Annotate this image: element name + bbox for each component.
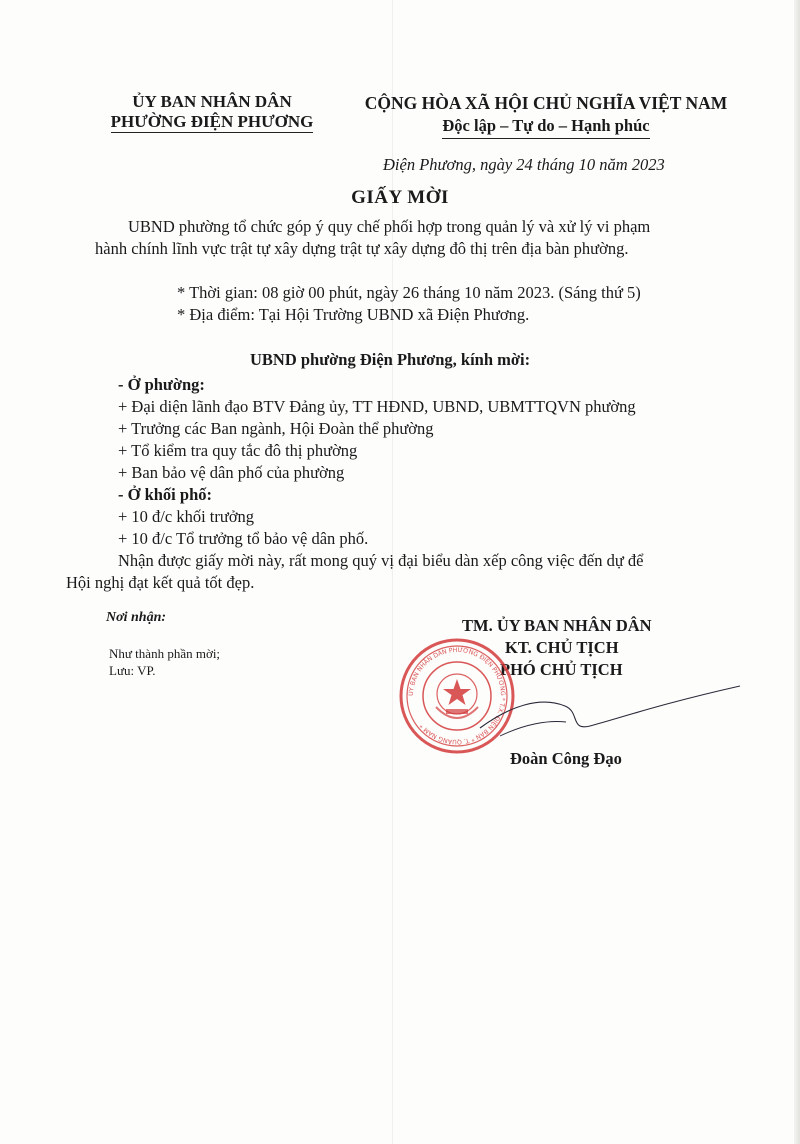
intro-line-2: hành chính lĩnh vực trật tự xây dựng trật tự xây dựng đô thị trên địa bàn phường. (95, 239, 629, 258)
invite-heading: UBND phường Điện Phương, kính mời: (250, 350, 531, 369)
signature-line-3: PHÓ CHỦ TỊCH (500, 660, 623, 679)
meeting-place: * Địa điểm: Tại Hội Trường UBND xã Điện Phương. (177, 305, 530, 324)
org-line-2 (96, 112, 328, 133)
meeting-time: * Thời gian: 08 giờ 00 phút, ngày 26 tháng 10 năm 2023. (Sáng thứ 5) (177, 283, 641, 302)
block-item: + 10 đ/c khối trưởng (118, 507, 255, 526)
motto-wrap (336, 114, 756, 139)
recipient-item: Lưu: VP. (109, 663, 156, 678)
org-line-2-text: PHƯỜNG ĐIỆN PHƯƠNG (110, 112, 314, 131)
intro-line-1: UBND phường tổ chức góp ý quy chế phối hợp trong quản lý và xử lý vi phạm (128, 217, 651, 236)
signature-line-2: KT. CHỦ TỊCH (505, 638, 619, 657)
country-name: CỘNG HÒA XÃ HỘI CHỦ NGHĨA VIỆT NAM (364, 93, 728, 113)
signer-name: Đoàn Công Đạo (510, 749, 622, 768)
national-header (336, 92, 756, 139)
document-title: GIẤY MỜI (351, 187, 449, 208)
seal-ring-text: ỦY BAN NHÂN DÂN PHƯỜNG ĐIỆN PHƯƠNG * T.X. ĐIỆN BÀN * T. QUẢNG NAM * (407, 646, 507, 746)
ward-item: + Đại diện lãnh đạo BTV Đảng ủy, TT HĐND, UBND, UBMTTQVN phường (118, 397, 636, 416)
issuing-organization (96, 92, 328, 133)
closing-line-1: Nhận được giấy mời này, rất mong quý vị đại biểu dàn xếp công việc đến dự để (118, 551, 644, 570)
ward-heading: - Ở phường: (118, 375, 205, 394)
block-heading: - Ở khối phố: (118, 485, 212, 504)
closing-line-2: Hội nghị đạt kết quả tốt đẹp. (66, 573, 255, 592)
block-item: + 10 đ/c Tổ trưởng tổ bảo vệ dân phố. (118, 529, 369, 548)
date-line: Điện Phương, ngày 24 tháng 10 năm 2023 (383, 155, 665, 174)
ward-item: + Trưởng các Ban ngành, Hội Đoàn thể phường (118, 419, 434, 438)
recipients-heading: Nơi nhận: (106, 610, 167, 625)
motto: Độc lập – Tự do – Hạnh phúc (442, 115, 649, 139)
handwritten-signature (470, 676, 750, 746)
recipient-item: Như thành phần mời; (109, 646, 221, 661)
signature-line-1: TM. ỦY BAN NHÂN DÂN (462, 616, 652, 635)
ward-item: + Tổ kiểm tra quy tắc đô thị phường (118, 441, 358, 460)
page-edge-shadow (794, 0, 800, 1144)
ward-item: + Ban bảo vệ dân phố của phường (118, 463, 345, 482)
org-line-1: ỦY BAN NHÂN DÂN (132, 92, 292, 111)
